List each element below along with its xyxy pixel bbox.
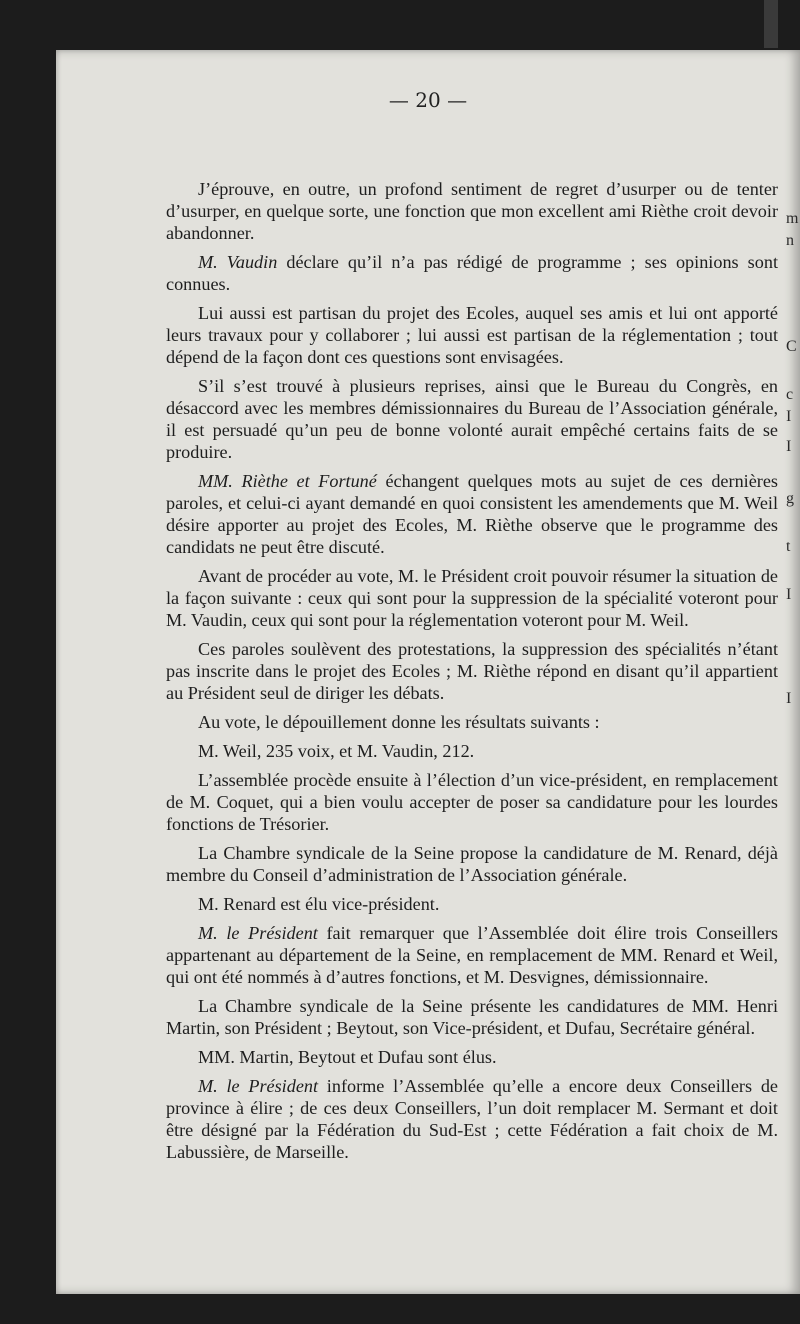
margin-letter: I (786, 690, 792, 707)
margin-letter: C (786, 338, 797, 355)
paragraph-3 (166, 302, 778, 368)
paragraph-12 (166, 893, 778, 915)
paragraph-text: Avant de procéder au vote, M. le Président croit pouvoir résumer la situation de la façon suivante : ceux qui sont pour la suppression de la spécialité voteront pour M. Vaudin, ceux qui sont pour la réglementation voteront pour M. Weil. (166, 566, 778, 630)
speaker-name: M. le Président (198, 1076, 319, 1096)
paragraph-text: déclare qu’il n’a pas rédigé de programme ; ses opinions sont connues. (166, 252, 779, 294)
paragraph-text: L’assemblée procède ensuite à l’élection d’un vice-président, en remplacement de M. Coquet, qui a bien voulu accepter de poser sa candidature pour les lourdes fonctions de Trésorier. (166, 770, 778, 834)
paragraph-5 (166, 470, 778, 558)
paragraph-4 (166, 375, 778, 463)
binding-spine (764, 0, 778, 48)
margin-letter: c (786, 386, 794, 403)
paragraph-text: M. Weil, 235 voix, et M. Vaudin, 212. (198, 741, 475, 761)
paragraph-2 (166, 251, 778, 295)
paragraph-text: échangent quelques mots au sujet de ces dernières paroles, et celui-ci ayant demandé en quoi consistent les amendements que M. Weil désire apporter au projet des Ecoles, M. Rièthe observe que le programme des candidats ne peut être discuté. (166, 471, 778, 557)
paragraph-text: Au vote, le dépouillement donne les résultats suivants : (198, 712, 600, 732)
margin-letter: n (786, 232, 794, 249)
paragraph-9 (166, 740, 778, 762)
paragraph-7 (166, 638, 778, 704)
document-page (56, 50, 800, 1294)
margin-letter: I (786, 586, 792, 603)
margin-letter: I (786, 408, 792, 425)
paragraph-1 (166, 178, 778, 244)
paragraph-10 (166, 769, 778, 835)
paragraph-text: informe l’Assemblée qu’elle a encore deux Conseillers de province à élire ; de ces deux Conseillers, l’un doit remplacer M. Sermant et doit être désigné par la Fédération du Sud-Est ; cette Fédération a fait choix de M. Labussière, de Marseille. (166, 1076, 778, 1162)
paragraph-11 (166, 842, 778, 886)
paragraph-text: La Chambre syndicale de la Seine propose la candidature de M. Renard, déjà membre du Conseil d’administration de l’Association générale. (166, 843, 778, 885)
paragraph-15 (166, 1046, 778, 1068)
paragraph-text: Lui aussi est partisan du projet des Ecoles, auquel ses amis et lui ont apporté leurs travaux pour y collaborer ; lui aussi est partisan de la réglementation ; tout dépend de la façon dont ces questions sont envisagées. (166, 303, 778, 367)
paragraph-text: J’éprouve, en outre, un profond sentiment de regret d’usurper ou de tenter d’usurper, en quelque sorte, une fonction que mon excellent ami Rièthe croit devoir abandonner. (166, 179, 778, 243)
paragraph-text: MM. Martin, Beytout et Dufau sont élus. (198, 1047, 497, 1067)
speaker-name: MM. Rièthe et Fortuné (198, 471, 377, 491)
margin-letter: t (786, 538, 791, 555)
speaker-name: M. Vaudin (198, 252, 278, 272)
paragraph-text: Ces paroles soulèvent des protestations, la suppression des spécialités n’étant pas inscrite dans le projet des Ecoles ; M. Rièthe répond en disant qu’il appartient au Président seul de diriger les débats. (166, 639, 778, 703)
margin-letter: g (786, 490, 794, 507)
paragraph-8 (166, 711, 778, 733)
paragraph-6 (166, 565, 778, 631)
page-number: — 20 — (388, 88, 468, 112)
paragraph-text: fait remarquer que l’Assemblée doit élire trois Conseillers appartenant au département de la Seine, en remplacement de MM. Renard et Weil, qui ont été nommés à d’autres fonctions, et M. Desvignes, démissionnaire. (166, 923, 778, 987)
paragraph-13 (166, 922, 778, 988)
margin-letter: I (786, 438, 792, 455)
paragraph-14 (166, 995, 778, 1039)
paragraph-text: S’il s’est trouvé à plusieurs reprises, ainsi que le Bureau du Congrès, en désaccord avec les membres démissionnaires du Bureau de l’Association générale, il est persuadé qu’un peu de bonne volonté aurait empêché certains faits de se produire. (166, 376, 778, 462)
margin-letter: m (786, 210, 799, 227)
speaker-name: M. le Président (198, 923, 318, 943)
body-text (166, 178, 778, 1170)
paragraph-text: M. Renard est élu vice-président. (198, 894, 440, 914)
paragraph-text: La Chambre syndicale de la Seine présente les candidatures de MM. Henri Martin, son Président ; Beytout, son Vice-président, et Dufau, Secrétaire général. (166, 996, 778, 1038)
paragraph-16 (166, 1075, 778, 1163)
